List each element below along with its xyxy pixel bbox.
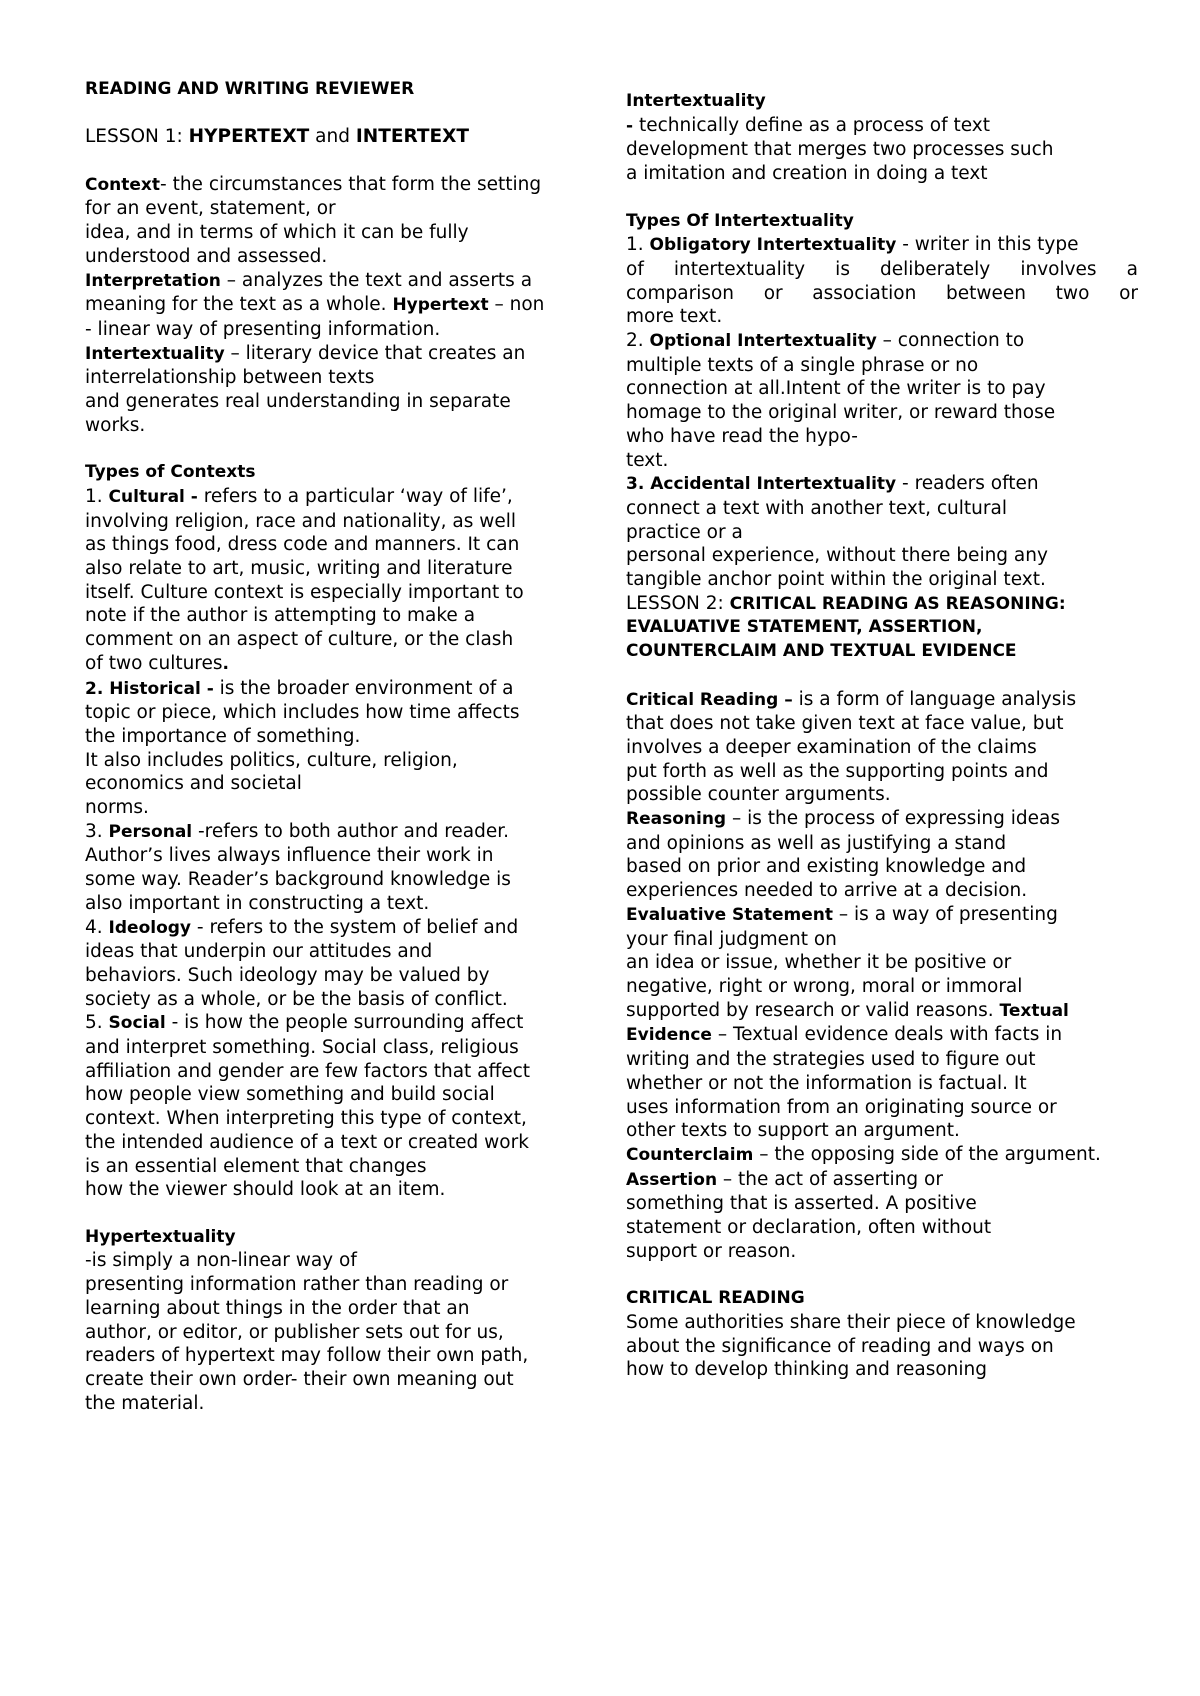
text-line: based on prior and existing knowledge and	[626, 856, 1027, 878]
personal-context: 3. Personal -refers to both author and reader.	[85, 820, 510, 842]
text-line: and generates real understanding in separate	[85, 391, 511, 413]
text-line: comment on an aspect of culture, or the clash	[85, 629, 514, 651]
text-line: an idea or issue, whether it be positive or	[626, 952, 1012, 974]
text-line: also important in constructing a text.	[85, 892, 430, 914]
text-line: ideas that underpin our attitudes and	[85, 941, 433, 963]
text-line: note if the author is attempting to make a	[85, 605, 476, 627]
critical-reading-definition: Critical Reading – is a form of language analysis	[626, 688, 1077, 710]
text-line: create their own order- their own meaning out	[85, 1368, 514, 1390]
text-line: connection at all.Intent of the writer is to pay	[626, 378, 1046, 400]
text-line: Some authorities share their piece of knowledge	[626, 1311, 1076, 1333]
textual-evidence-start: supported by research or valid reasons. Textual	[626, 999, 1069, 1021]
social-context: 5. Social - is how the people surrounding affect	[85, 1012, 524, 1034]
critical-reading-heading: CRITICAL READING	[626, 1288, 805, 1309]
text-line: readers of hypertext may follow their own path,	[85, 1345, 529, 1367]
text-line: more text.	[626, 306, 723, 328]
text-line: development that merges two processes such	[626, 139, 1054, 161]
text-line: Author’s lives always influence their work in	[85, 845, 494, 867]
lesson-2-title-line: EVALUATIVE STATEMENT, ASSERTION,	[626, 617, 983, 638]
intertextuality-heading: Intertextuality	[626, 91, 766, 111]
text-line: of intertextuality is deliberately involves a	[626, 258, 1138, 280]
document-title: READING AND WRITING REVIEWER	[85, 79, 415, 99]
text-line: the material.	[85, 1392, 205, 1414]
obligatory-intertextuality: 1. Obligatory Intertextuality - writer in this type	[626, 234, 1079, 256]
text-line: It also includes politics, culture, religion,	[85, 749, 458, 771]
text-line: involving religion, race and nationality, as well	[85, 510, 517, 532]
text-line: presenting information rather than reading or	[85, 1274, 509, 1296]
text-line: your final judgment on	[626, 928, 837, 950]
text-line: norms.	[85, 797, 149, 819]
text-line: multiple texts of a single phrase or no	[626, 354, 979, 376]
text-line: for an event, statement, or	[85, 198, 336, 220]
text-line: how the viewer should look at an item.	[85, 1179, 446, 1201]
historical-context: 2. Historical - is the broader environment of a	[85, 677, 514, 699]
text-line: involves a deeper examination of the claims	[626, 736, 1037, 758]
lesson-1-heading: LESSON 1: HYPERTEXT and INTERTEXT	[85, 126, 470, 148]
text-line: -is simply a non-linear way of	[85, 1250, 357, 1272]
optional-intertextuality: 2. Optional Intertextuality – connection to	[626, 330, 1025, 352]
text-line: practice or a	[626, 521, 743, 543]
text-line: put forth as well as the supporting points and	[626, 760, 1049, 782]
text-line: other texts to support an argument.	[626, 1120, 960, 1142]
text-line: society as a whole, or be the basis of conflict.	[85, 988, 508, 1010]
counterclaim-definition: Counterclaim – the opposing side of the argument.	[626, 1143, 1101, 1165]
ideology-context: 4. Ideology - refers to the system of belief and	[85, 916, 519, 938]
accidental-intertextuality: 3. Accidental Intertextuality - readers often	[626, 473, 1039, 495]
text-line: is an essential element that changes	[85, 1155, 427, 1177]
cultural-context: 1. Cultural - refers to a particular ‘way of life’,	[85, 485, 513, 507]
text-line: connect a text with another text, cultural	[626, 497, 1007, 519]
text-line: whether or not the information is factual. It	[626, 1072, 1027, 1094]
text-line: behaviors. Such ideology may be valued by	[85, 964, 490, 986]
textual-evidence-definition: Evidence – Textual evidence deals with facts in	[626, 1024, 1063, 1046]
intertextuality-definition: Intertextuality – literary device that creates an	[85, 342, 526, 364]
text-line: negative, right or wrong, moral or immoral	[626, 975, 1023, 997]
text-line: itself. Culture context is especially important to	[85, 581, 524, 603]
text-line: author, or editor, or publisher sets out for us,	[85, 1321, 504, 1343]
reasoning-definition: Reasoning – is the process of expressing ideas	[626, 808, 1061, 830]
lesson-2-title-line: COUNTERCLAIM AND TEXTUAL EVIDENCE	[626, 641, 1017, 662]
text-line: how people view something and build social	[85, 1084, 495, 1106]
text-line: context. When interpreting this type of context,	[85, 1108, 527, 1130]
text-line: personal experience, without there being any	[626, 545, 1048, 567]
text-line: something that is asserted. A positive	[626, 1193, 977, 1215]
lesson-2-heading: LESSON 2: CRITICAL READING AS REASONING:	[626, 592, 1066, 614]
text-line: learning about things in the order that an	[85, 1297, 470, 1319]
text-line: interrelationship between texts	[85, 367, 375, 389]
text-line: some way. Reader’s background knowledge is	[85, 869, 511, 891]
text-line: text.	[626, 449, 669, 471]
text-line: the intended audience of a text or created work	[85, 1131, 529, 1153]
text-line: economics and societal	[85, 773, 302, 795]
text-line: a imitation and creation in doing a text	[626, 163, 988, 185]
text-line: works.	[85, 414, 146, 436]
evaluative-statement-definition: Evaluative Statement – is a way of presenting	[626, 903, 1058, 925]
text-line: as things food, dress code and manners. It can	[85, 534, 520, 556]
types-of-contexts-heading: Types of Contexts	[85, 462, 256, 483]
hypertext-definition: meaning for the text as a whole. Hypertext – non	[85, 294, 545, 316]
text-line: understood and assessed.	[85, 245, 328, 267]
intertextuality-definition-text: - technically define as a process of text	[626, 114, 990, 136]
right-column	[626, 90, 1138, 1382]
text-line: - linear way of presenting information.	[85, 319, 441, 340]
text-line: tangible anchor point within the original text.	[626, 569, 1046, 591]
text-line: uses information from an originating source or	[626, 1096, 1057, 1118]
text-line: idea, and in terms of which it can be fully	[85, 222, 469, 244]
text-line: about the significance of reading and ways on	[626, 1335, 1054, 1357]
interpretation-definition: Interpretation – analyzes the text and asserts a	[85, 269, 533, 291]
left-column	[85, 78, 593, 1415]
text-line: statement or declaration, often without	[626, 1217, 992, 1239]
text-line: homage to the original writer, or reward those	[626, 402, 1056, 424]
text-line: affiliation and gender are few factors that affect	[85, 1060, 531, 1082]
text-line: that does not take given text at face value, but	[626, 713, 1064, 735]
text-line: experiences needed to arrive at a decision.	[626, 880, 1028, 902]
types-of-intertextuality-heading: Types Of Intertextuality	[626, 210, 854, 231]
text-line: comparison or association between two or	[626, 282, 1138, 304]
text-line: also relate to art, music, writing and literature	[85, 558, 513, 580]
text-line: topic or piece, which includes how time affects	[85, 702, 520, 724]
text-line: support or reason.	[626, 1240, 797, 1262]
hypertextuality-heading: Hypertextuality	[85, 1226, 236, 1247]
text-line: how to develop thinking and reasoning	[626, 1359, 987, 1381]
text-line: and interpret something. Social class, religious	[85, 1037, 519, 1059]
text-line: of two cultures.	[85, 652, 229, 674]
assertion-definition: Assertion – the act of asserting or	[626, 1168, 943, 1190]
text-line: writing and the strategies used to figure out	[626, 1049, 1036, 1071]
text-line: the importance of something.	[85, 725, 361, 747]
text-line: and opinions as well as justifying a stand	[626, 832, 1007, 854]
text-line: who have read the hypo-	[626, 425, 858, 447]
text-line: possible counter arguments.	[626, 784, 891, 806]
context-definition: Context- the circumstances that form the setting	[85, 173, 542, 195]
